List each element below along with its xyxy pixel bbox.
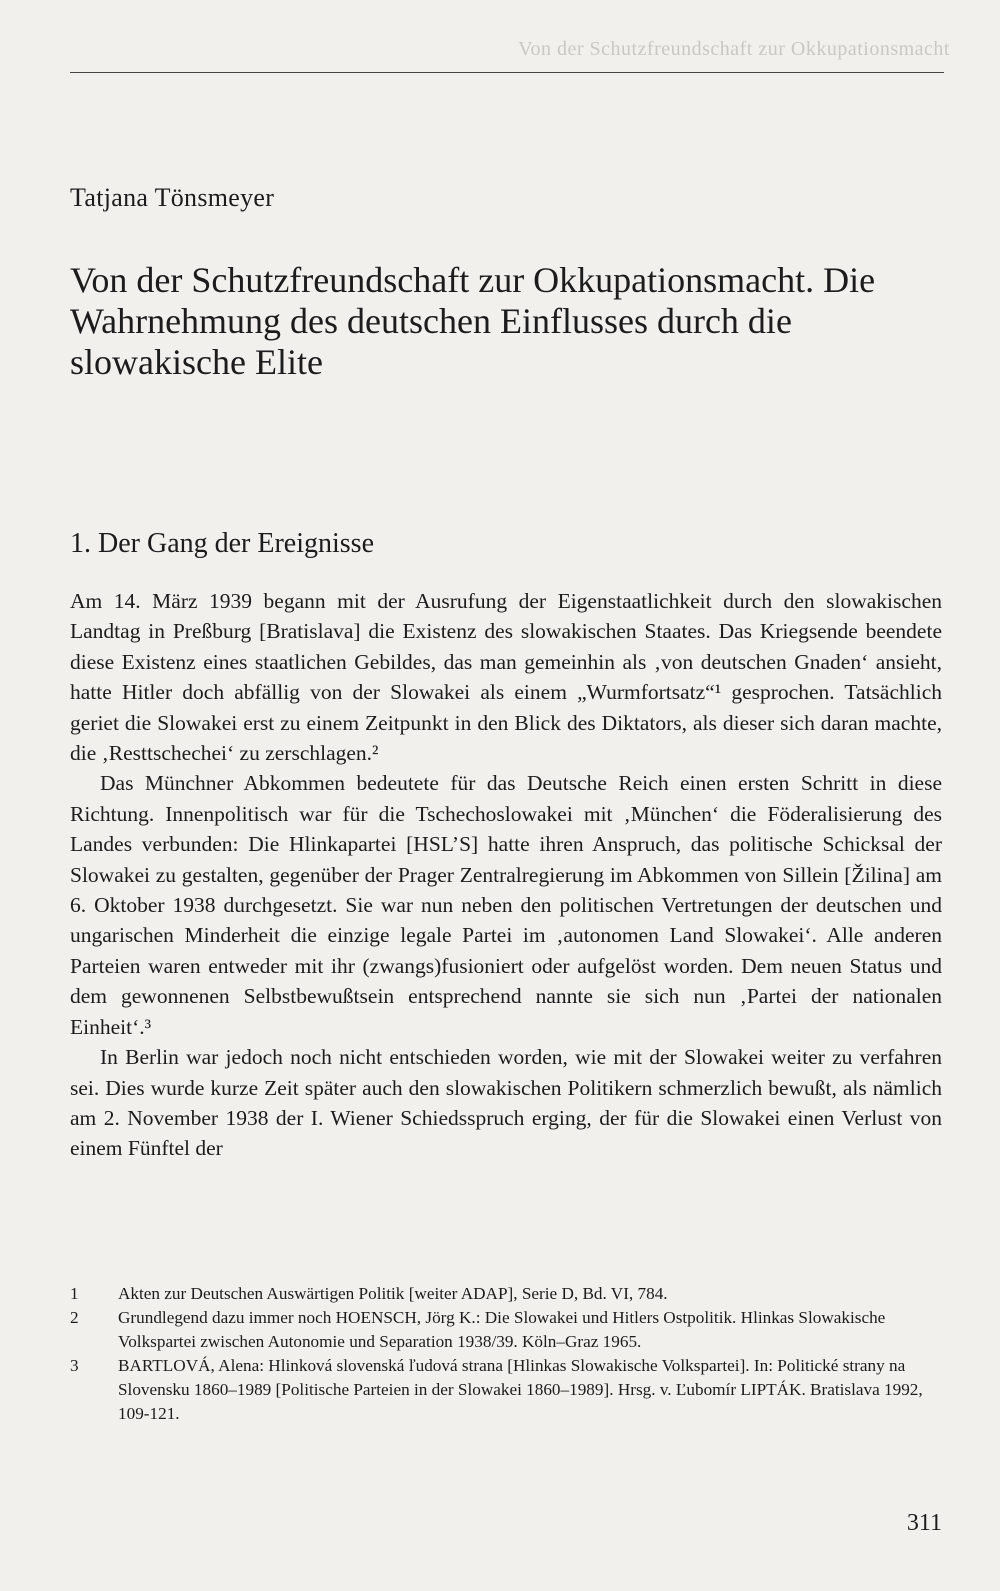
paragraph: Das Münchner Abkommen bedeutete für das Deutsche Reich einen ersten Schritt in diese Richtung. Innenpolitisch war für die Tschechoslowakei mit ‚München‘ die Föderalisierung des Landes verbunden: Die Hlinkapartei [HSL’S] hatte ihren Anspruch, das politische Schicksal der Slowakei zu gestalten, gegenüber der Prager Zentralregierung im Abkommen von Sillein [Žilina] am 6. Oktober 1938 durchgesetzt. Sie war nun neben den politischen Vertretungen der deutschen und ungarischen Minderheit die einzige legale Partei im ‚autonomen Land Slowakei‘. Alle anderen Parteien waren entweder mit ihr (zwangs)fusioniert oder aufgelöst worden. Dem neuen Status und dem gewonnenen Selbstbewußtsein entsprechend nannte sie sich nun ‚Partei der nationalen Einheit‘.³ xyxy=(70,771,942,1039)
paragraph: Am 14. März 1939 begann mit der Ausrufung der Eigenstaatlichkeit durch den slowakischen Landtag in Preßburg [Bratislava] die Existenz des slowakischen Staates. Das Kriegsende beendete diese Existenz eines staatlichen Gebildes, das man gemeinhin als ‚von deutschen Gnaden‘ ansieht, hatte Hitler doch abfällig von der Slowakei als einem „Wurmfortsatz“¹ gesprochen. Tatsächlich geriet die Slowakei erst zu einem Zeitpunkt in den Blick des Diktators, als dieser sich daran machte, die ‚Resttschechei‘ zu zerschlagen.² xyxy=(70,589,942,766)
footnote-number: 1 xyxy=(70,1284,79,1303)
footnote xyxy=(70,1306,942,1354)
body-text xyxy=(70,586,942,1164)
footnote xyxy=(70,1354,942,1426)
footnote-number: 3 xyxy=(70,1356,79,1375)
header-rule xyxy=(70,72,944,73)
footnote-text: Grundlegend dazu immer noch HOENSCH, Jörg K.: Die Slowakei und Hitlers Ostpolitik. Hlinkas Slowakische Volkspartei zwischen Autonomie und Separation 1938/39. Köln–Graz 1965. xyxy=(118,1308,886,1351)
footnote-number: 2 xyxy=(70,1308,79,1327)
running-header: Von der Schutzfreundschaft zur Okkupationsmacht xyxy=(518,38,950,60)
footnotes xyxy=(70,1282,942,1426)
page-number: 311 xyxy=(906,1510,942,1536)
section-heading: 1. Der Gang der Ereignisse xyxy=(70,528,375,559)
author-name: Tatjana Tönsmeyer xyxy=(70,183,275,212)
footnote xyxy=(70,1282,942,1306)
footnote-text: BARTLOVÁ, Alena: Hlinková slovenská ľudová strana [Hlinkas Slowakische Volkspartei]. In: Politické strany na Slovensku 1860–1989 [Politische Parteien in der Slowakei 1860–1989]. Hrsg. v. Ľubomír LIPTÁK. Bratislava 1992, 109-121. xyxy=(118,1356,923,1423)
paragraph: In Berlin war jedoch noch nicht entschieden worden, wie mit der Slowakei weiter zu verfahren sei. Dies wurde kurze Zeit später auch den slowakischen Politikern schmerzlich bewußt, als nämlich am 2. November 1938 der I. Wiener Schiedsspruch erging, der für die Slowakei einen Verlust von einem Fünftel der xyxy=(70,1045,942,1161)
article-title: Von der Schutzfreundschaft zur Okkupationsmacht. Die Wahrnehmung des deutschen Einflusses durch die slowakische Elite xyxy=(70,260,876,382)
footnote-text: Akten zur Deutschen Auswärtigen Politik [weiter ADAP], Serie D, Bd. VI, 784. xyxy=(118,1284,668,1303)
